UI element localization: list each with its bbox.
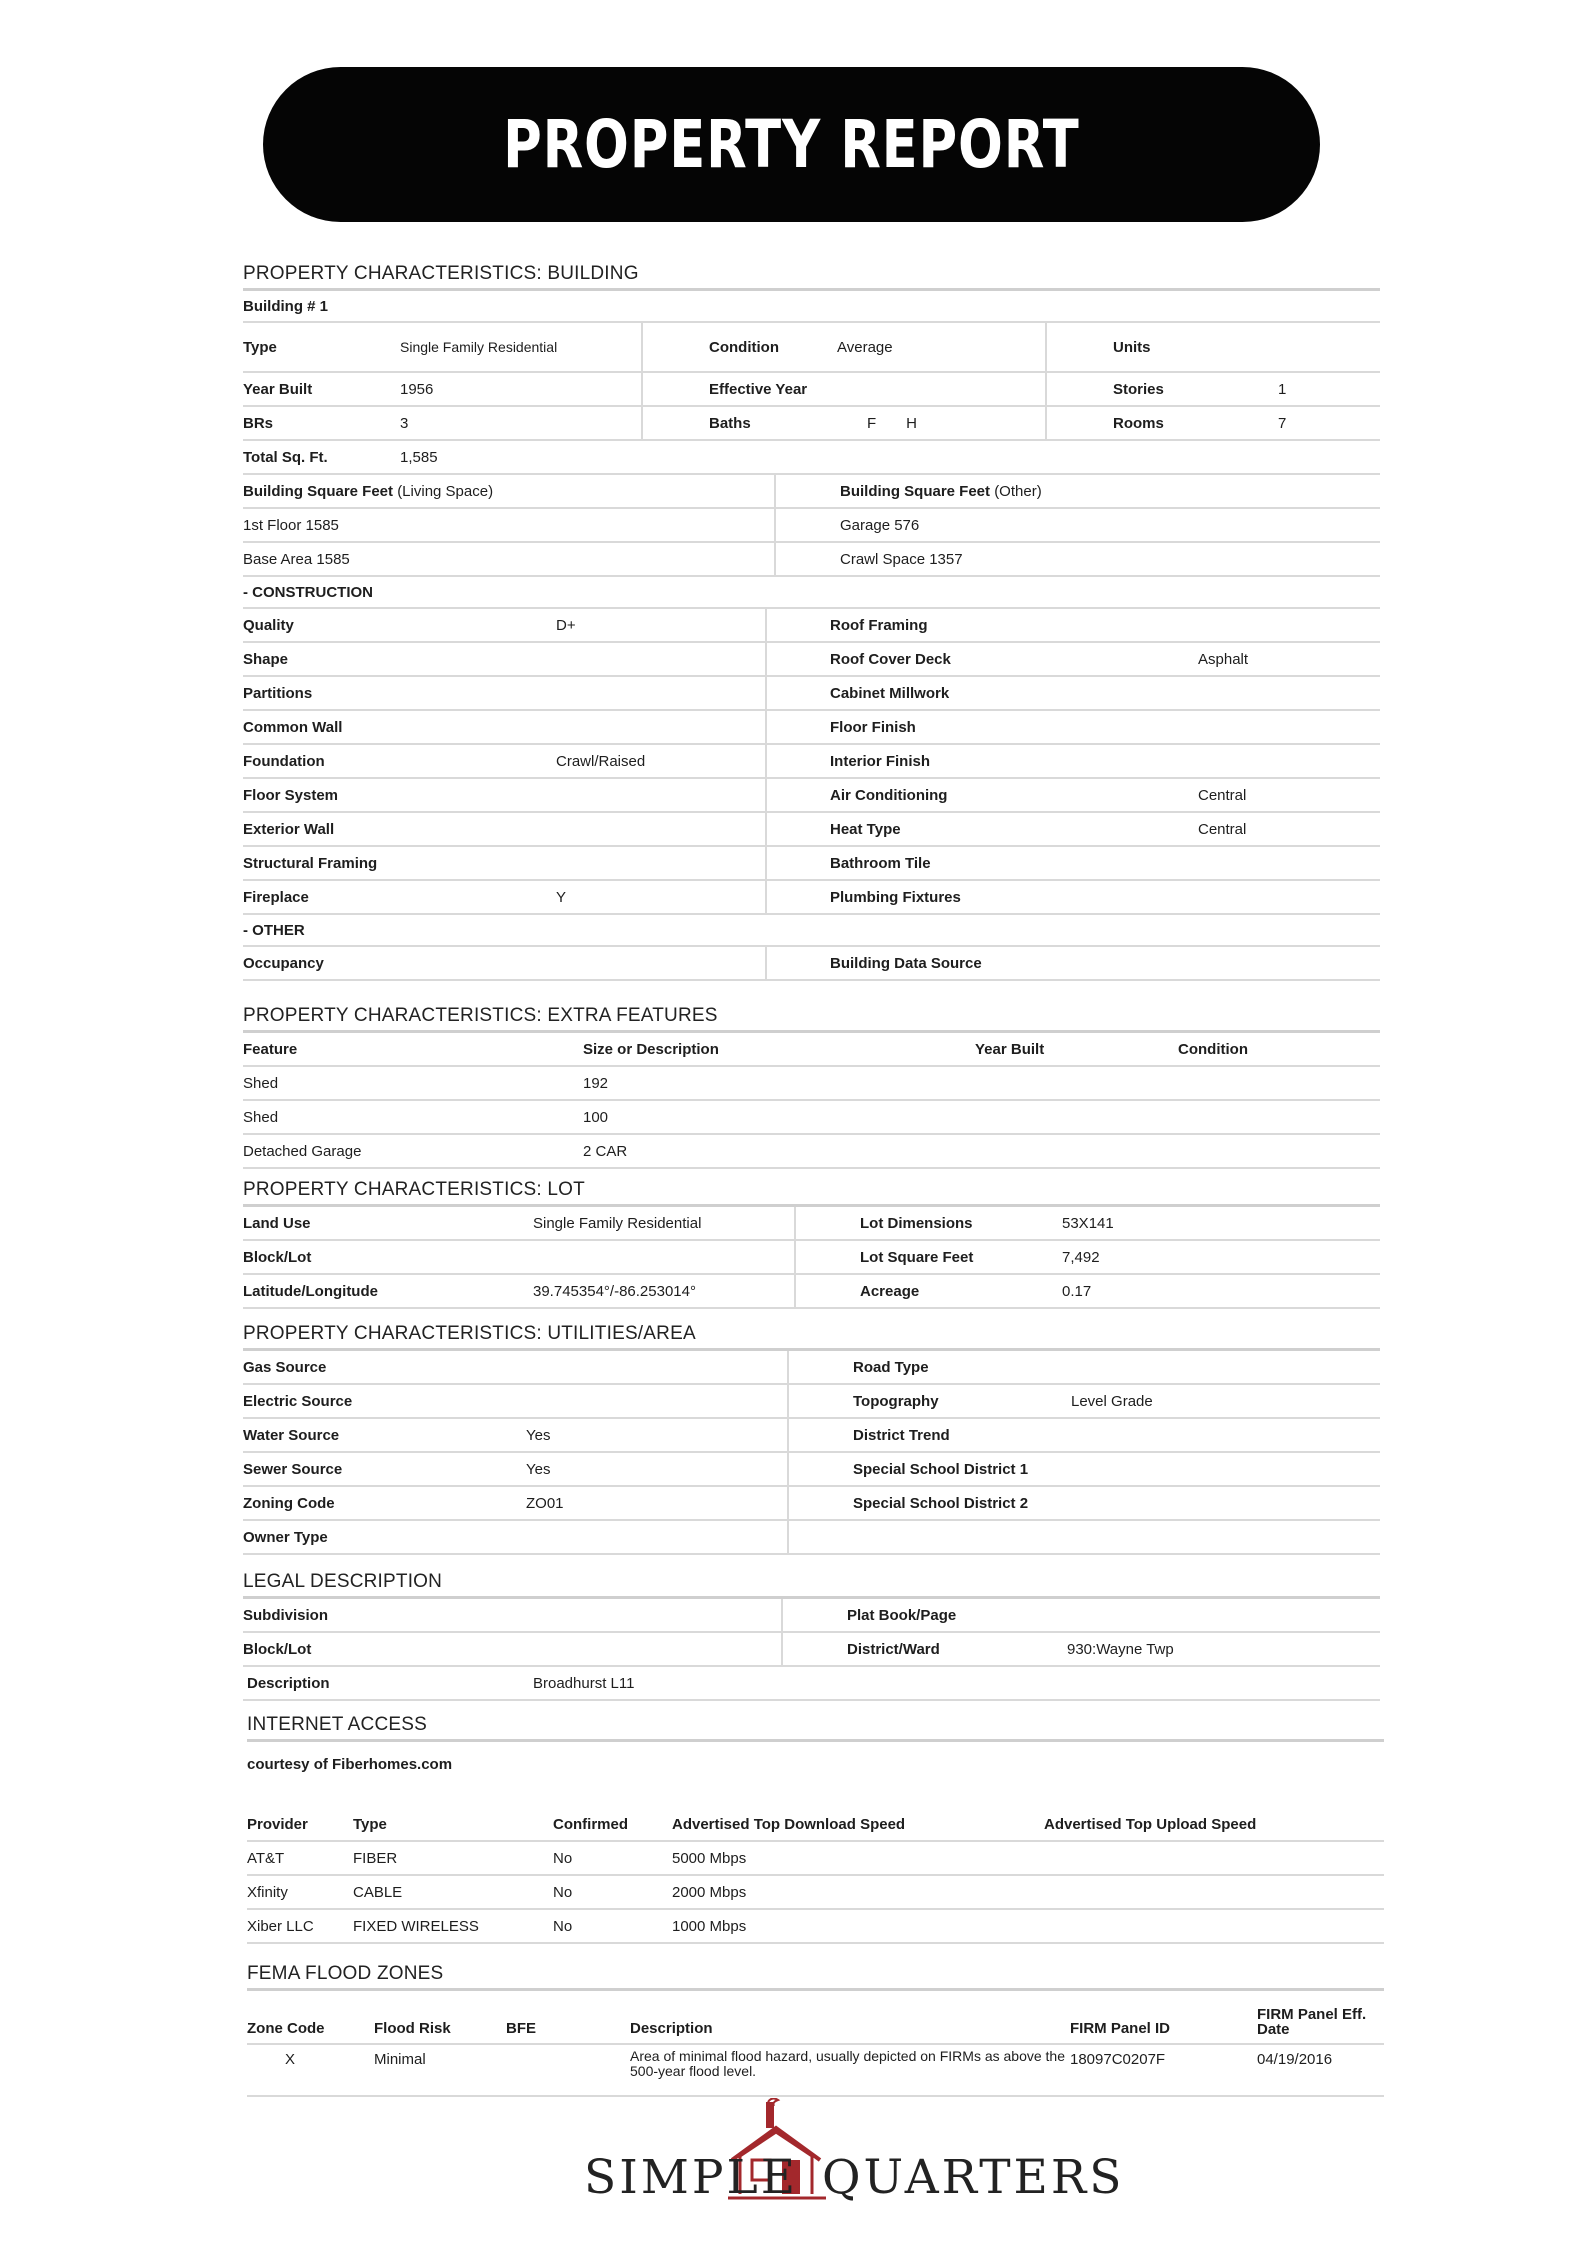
table-cell: 100 bbox=[583, 1100, 975, 1134]
row-right-label: Plumbing Fixtures bbox=[766, 880, 1198, 914]
row-left-value bbox=[556, 778, 766, 812]
row-right-label: Plat Book/Page bbox=[782, 1599, 1067, 1632]
construction-table bbox=[243, 609, 1380, 915]
row-right-label: Lot Dimensions bbox=[795, 1207, 1062, 1240]
row-left-value bbox=[533, 1240, 795, 1274]
row-right-label: Acreage bbox=[795, 1274, 1062, 1308]
stories-label: Stories bbox=[1046, 372, 1278, 406]
table-cell: No bbox=[553, 1841, 672, 1875]
logo-text-right: QUARTERS bbox=[822, 2150, 1125, 2205]
row-left-label: Land Use bbox=[243, 1207, 533, 1240]
row-left-label: Water Source bbox=[243, 1418, 526, 1452]
col-header: Flood Risk bbox=[374, 1991, 506, 2044]
table-row bbox=[243, 642, 1380, 676]
table-cell: No bbox=[553, 1875, 672, 1909]
row-right-label: Roof Framing bbox=[766, 609, 1198, 642]
legal-description-table bbox=[243, 1667, 1380, 1701]
row-left-label: Shape bbox=[243, 642, 556, 676]
row-right-value: Asphalt bbox=[1198, 642, 1380, 676]
other-header: - OTHER bbox=[243, 915, 1380, 947]
row-left-value bbox=[556, 812, 766, 846]
col-header: Feature bbox=[243, 1033, 583, 1066]
table-cell bbox=[975, 1066, 1178, 1100]
sqft-right-value: Garage 576 bbox=[775, 508, 1380, 542]
effective-year-value bbox=[827, 372, 1000, 406]
table-cell: 192 bbox=[583, 1066, 975, 1100]
table-row bbox=[243, 609, 1380, 642]
table-row bbox=[243, 1274, 1380, 1308]
row-left-value bbox=[556, 710, 766, 744]
row-right-label: Building Data Source bbox=[766, 947, 1198, 980]
row-right-label: Cabinet Millwork bbox=[766, 676, 1198, 710]
sqft-right-value: Crawl Space 1357 bbox=[775, 542, 1380, 576]
row-left-value: Y bbox=[556, 880, 766, 914]
row-right-value: 0.17 bbox=[1062, 1274, 1380, 1308]
units-value bbox=[1278, 323, 1380, 372]
col-header: Provider bbox=[247, 1808, 353, 1841]
table-cell: Shed bbox=[243, 1100, 583, 1134]
table-row bbox=[247, 1875, 1384, 1909]
row-left-label: Block/Lot bbox=[243, 1632, 533, 1666]
description-value: Broadhurst L11 bbox=[533, 1667, 1380, 1700]
row-left-value bbox=[526, 1351, 788, 1384]
col-header: Condition bbox=[1178, 1033, 1380, 1066]
row-left-value bbox=[526, 1384, 788, 1418]
table-row bbox=[247, 1909, 1384, 1943]
row-right-value: 7,492 bbox=[1062, 1240, 1380, 1274]
baths-label: Baths bbox=[642, 406, 827, 440]
col-header: Confirmed bbox=[553, 1808, 672, 1841]
row-right-value bbox=[1198, 846, 1380, 880]
table-cell: AT&T bbox=[247, 1841, 353, 1875]
table-row bbox=[243, 676, 1380, 710]
table-row bbox=[243, 508, 1380, 542]
row-right-value bbox=[1071, 1351, 1380, 1384]
table-cell: 2000 Mbps bbox=[672, 1875, 1044, 1909]
section-title: PROPERTY CHARACTERISTICS: EXTRA FEATURES bbox=[243, 997, 1380, 1033]
row-left-label: Common Wall bbox=[243, 710, 556, 744]
brs-value: 3 bbox=[400, 406, 576, 440]
legal-table bbox=[243, 1599, 1380, 1667]
table-cell: CABLE bbox=[353, 1875, 553, 1909]
row-right-label: Special School District 2 bbox=[788, 1486, 1071, 1520]
lot-table bbox=[243, 1207, 1380, 1309]
row-left-label: Sewer Source bbox=[243, 1452, 526, 1486]
logo-text-left: SIMPLE bbox=[584, 2150, 799, 2205]
lot-section bbox=[243, 1171, 1380, 1309]
table-cell: No bbox=[553, 1909, 672, 1943]
col-header: Advertised Top Upload Speed bbox=[1044, 1808, 1384, 1841]
baths-half: H bbox=[906, 414, 918, 432]
table-row bbox=[243, 542, 1380, 576]
row-right-value bbox=[1067, 1599, 1380, 1632]
table-cell: 18097C0207F bbox=[1070, 2044, 1257, 2096]
row-right-value bbox=[1198, 947, 1380, 980]
col-header: Zone Code bbox=[247, 1991, 374, 2044]
col-header: Size or Description bbox=[583, 1033, 975, 1066]
table-row bbox=[243, 1520, 1380, 1554]
effective-year-label: Effective Year bbox=[642, 372, 827, 406]
col-header: Year Built bbox=[975, 1033, 1178, 1066]
col-header: FIRM Panel Eff. Date bbox=[1257, 1991, 1384, 2044]
internet-section bbox=[247, 1706, 1384, 1944]
section-title: PROPERTY CHARACTERISTICS: UTILITIES/AREA bbox=[243, 1315, 1380, 1351]
section-title: PROPERTY CHARACTERISTICS: LOT bbox=[243, 1171, 1380, 1207]
table-cell: Shed bbox=[243, 1066, 583, 1100]
table-cell: 1000 Mbps bbox=[672, 1909, 1044, 1943]
row-left-label: Owner Type bbox=[243, 1520, 526, 1554]
table-cell: Area of minimal flood hazard, usually depicted on FIRMs as above the 500-year flood level. bbox=[630, 2044, 1070, 2096]
table-cell: Xiber LLC bbox=[247, 1909, 353, 1943]
row-left-label: Zoning Code bbox=[243, 1486, 526, 1520]
row-left-value: Crawl/Raised bbox=[556, 744, 766, 778]
row-left-value bbox=[533, 1632, 782, 1666]
row-left-value: Single Family Residential bbox=[533, 1207, 795, 1240]
baths-full: F bbox=[867, 414, 877, 432]
simple-quarters-logo bbox=[578, 2098, 1125, 2208]
row-left-value: Yes bbox=[526, 1452, 788, 1486]
table-cell: 2 CAR bbox=[583, 1134, 975, 1168]
table-row bbox=[243, 744, 1380, 778]
row-left-label: Quality bbox=[243, 609, 556, 642]
construction-header: - CONSTRUCTION bbox=[243, 577, 1380, 609]
table-row bbox=[243, 1240, 1380, 1274]
row-right-label: District Trend bbox=[788, 1418, 1071, 1452]
row-right-value bbox=[1071, 1452, 1380, 1486]
row-right-value bbox=[1198, 609, 1380, 642]
description-label: Description bbox=[243, 1667, 533, 1700]
page-title: PROPERTY REPORT bbox=[503, 106, 1080, 183]
table-cell: 04/19/2016 bbox=[1257, 2044, 1384, 2096]
row-right-label: Special School District 1 bbox=[788, 1452, 1071, 1486]
total-sqft-label: Total Sq. Ft. bbox=[243, 440, 400, 474]
row-left-value bbox=[533, 1599, 782, 1632]
table-row bbox=[243, 1134, 1380, 1168]
row-right-value: 53X141 bbox=[1062, 1207, 1380, 1240]
table-row bbox=[243, 1452, 1380, 1486]
total-sqft-value: 1,585 bbox=[400, 440, 576, 474]
legal-section bbox=[243, 1563, 1380, 1701]
table-row bbox=[243, 1599, 1380, 1632]
row-left-value bbox=[526, 1520, 788, 1554]
internet-courtesy: courtesy of Fiberhomes.com bbox=[247, 1755, 453, 1773]
row-left-label: Exterior Wall bbox=[243, 812, 556, 846]
table-row bbox=[243, 1486, 1380, 1520]
col-header: Type bbox=[353, 1808, 553, 1841]
bsf-living-header: Building Square Feet (Living Space) bbox=[243, 475, 775, 508]
row-left-value: 39.745354°/-86.253014° bbox=[533, 1274, 795, 1308]
utilities-section bbox=[243, 1315, 1380, 1555]
table-cell: Xfinity bbox=[247, 1875, 353, 1909]
row-left-value: D+ bbox=[556, 609, 766, 642]
building-section bbox=[243, 255, 1380, 981]
table-cell bbox=[506, 2044, 630, 2096]
row-left-value: Yes bbox=[526, 1418, 788, 1452]
row-left-label: Latitude/Longitude bbox=[243, 1274, 533, 1308]
section-title: PROPERTY CHARACTERISTICS: BUILDING bbox=[243, 255, 1380, 291]
row-left-label: Subdivision bbox=[243, 1599, 533, 1632]
row-right-value bbox=[1198, 710, 1380, 744]
col-header: FIRM Panel ID bbox=[1070, 1991, 1257, 2044]
sqft-left-value: 1st Floor 1585 bbox=[243, 508, 775, 542]
row-left-value bbox=[556, 642, 766, 676]
condition-value: Average bbox=[827, 323, 1000, 372]
row-left-label: Gas Source bbox=[243, 1351, 526, 1384]
row-left-value: ZO01 bbox=[526, 1486, 788, 1520]
rooms-value: 7 bbox=[1278, 406, 1380, 440]
row-right-value bbox=[1198, 676, 1380, 710]
row-right-value bbox=[1071, 1520, 1380, 1554]
table-cell bbox=[975, 1100, 1178, 1134]
row-left-label: Partitions bbox=[243, 676, 556, 710]
table-cell bbox=[1178, 1134, 1380, 1168]
row-right-label: Interior Finish bbox=[766, 744, 1198, 778]
row-left-label: Structural Framing bbox=[243, 846, 556, 880]
table-row bbox=[247, 2044, 1384, 2096]
row-right-value bbox=[1071, 1418, 1380, 1452]
table-cell bbox=[1044, 1909, 1384, 1943]
table-cell bbox=[1178, 1100, 1380, 1134]
units-label: Units bbox=[1046, 323, 1278, 372]
building-basic-table bbox=[243, 323, 1380, 475]
table-row bbox=[243, 1066, 1380, 1100]
year-built-value: 1956 bbox=[400, 372, 576, 406]
table-cell: X bbox=[247, 2044, 374, 2096]
row-left-value bbox=[556, 947, 766, 980]
col-header: Advertised Top Download Speed bbox=[672, 1808, 1044, 1841]
baths-values bbox=[827, 406, 1000, 440]
row-right-label: Topography bbox=[788, 1384, 1071, 1418]
building-number: Building # 1 bbox=[243, 291, 1380, 323]
table-cell: FIXED WIRELESS bbox=[353, 1909, 553, 1943]
table-row bbox=[243, 1351, 1380, 1384]
table-row bbox=[243, 1384, 1380, 1418]
title-banner bbox=[263, 67, 1320, 222]
table-row bbox=[243, 778, 1380, 812]
row-right-label: Heat Type bbox=[766, 812, 1198, 846]
row-right-value bbox=[1198, 744, 1380, 778]
brs-label: BRs bbox=[243, 406, 400, 440]
col-header: BFE bbox=[506, 1991, 630, 2044]
row-left-value bbox=[556, 846, 766, 880]
row-right-label: Lot Square Feet bbox=[795, 1240, 1062, 1274]
table-row bbox=[243, 846, 1380, 880]
extra-features-table bbox=[243, 1033, 1380, 1169]
row-right-label: District/Ward bbox=[782, 1632, 1067, 1666]
table-cell: 5000 Mbps bbox=[672, 1841, 1044, 1875]
table-row bbox=[243, 1632, 1380, 1666]
table-row bbox=[243, 947, 1380, 980]
row-right-value bbox=[1198, 880, 1380, 914]
type-label: Type bbox=[243, 323, 400, 372]
type-value: Single Family Residential bbox=[400, 323, 576, 372]
row-left-label: Foundation bbox=[243, 744, 556, 778]
row-left-label: Occupancy bbox=[243, 947, 556, 980]
table-cell bbox=[1178, 1066, 1380, 1100]
year-built-label: Year Built bbox=[243, 372, 400, 406]
row-left-value bbox=[556, 676, 766, 710]
table-cell bbox=[975, 1134, 1178, 1168]
row-right-value bbox=[1071, 1486, 1380, 1520]
row-right-label: Road Type bbox=[788, 1351, 1071, 1384]
stories-value: 1 bbox=[1278, 372, 1380, 406]
table-cell bbox=[1044, 1875, 1384, 1909]
section-title: FEMA FLOOD ZONES bbox=[247, 1955, 1384, 1991]
fema-section bbox=[247, 1955, 1384, 2097]
row-right-label: Bathroom Tile bbox=[766, 846, 1198, 880]
table-row bbox=[243, 1207, 1380, 1240]
bsf-other-header: Building Square Feet (Other) bbox=[775, 475, 1380, 508]
table-row bbox=[243, 880, 1380, 914]
table-cell bbox=[1044, 1841, 1384, 1875]
other-table bbox=[243, 947, 1380, 981]
row-right-value: 930:Wayne Twp bbox=[1067, 1632, 1380, 1666]
col-header: Description bbox=[630, 1991, 1070, 2044]
row-right-label bbox=[788, 1520, 1071, 1554]
condition-label: Condition bbox=[642, 323, 827, 372]
internet-table bbox=[247, 1808, 1384, 1944]
row-right-label: Air Conditioning bbox=[766, 778, 1198, 812]
table-cell: Detached Garage bbox=[243, 1134, 583, 1168]
sqft-left-value: Base Area 1585 bbox=[243, 542, 775, 576]
table-row bbox=[243, 1418, 1380, 1452]
table-row bbox=[243, 1100, 1380, 1134]
table-cell: Minimal bbox=[374, 2044, 506, 2096]
table-row bbox=[247, 1841, 1384, 1875]
table-row bbox=[243, 812, 1380, 846]
row-left-label: Block/Lot bbox=[243, 1240, 533, 1274]
row-right-label: Roof Cover Deck bbox=[766, 642, 1198, 676]
table-row bbox=[243, 710, 1380, 744]
table-cell: FIBER bbox=[353, 1841, 553, 1875]
row-right-value: Central bbox=[1198, 778, 1380, 812]
row-left-label: Floor System bbox=[243, 778, 556, 812]
section-title: LEGAL DESCRIPTION bbox=[243, 1563, 1380, 1599]
row-right-value: Level Grade bbox=[1071, 1384, 1380, 1418]
rooms-label: Rooms bbox=[1046, 406, 1278, 440]
row-right-value: Central bbox=[1198, 812, 1380, 846]
row-right-label: Floor Finish bbox=[766, 710, 1198, 744]
utilities-table bbox=[243, 1351, 1380, 1555]
fema-table bbox=[247, 1991, 1384, 2097]
extra-features-section bbox=[243, 997, 1380, 1169]
building-sqft-table bbox=[243, 475, 1380, 577]
section-title: INTERNET ACCESS bbox=[247, 1706, 1384, 1742]
row-left-label: Fireplace bbox=[243, 880, 556, 914]
row-left-label: Electric Source bbox=[243, 1384, 526, 1418]
